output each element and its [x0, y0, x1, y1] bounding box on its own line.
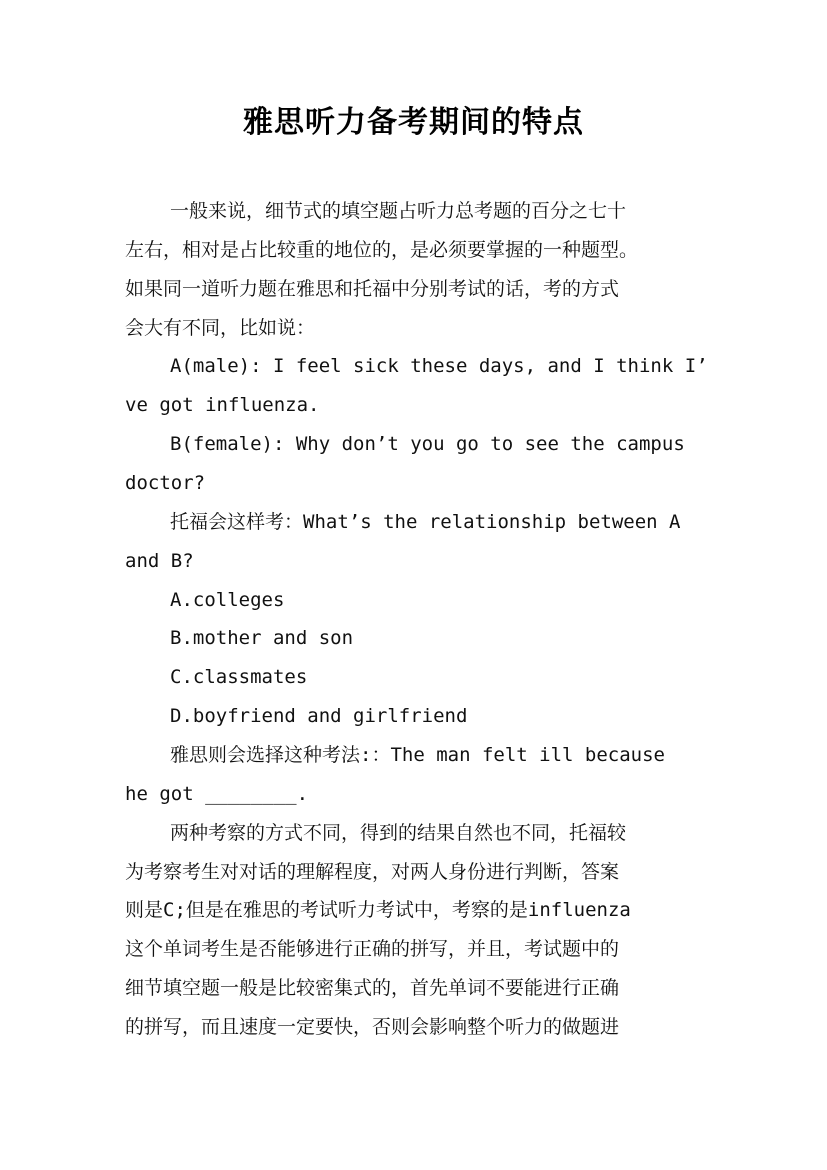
dialogue-line: A(male): I feel sick these days, and I think I’: [170, 355, 708, 377]
option-line: D.boyfriend and girlfriend: [170, 705, 468, 727]
paragraph-line: 左右，相对是占比较重的地位的，是必须要掌握的一种题型。: [125, 239, 639, 261]
question-line: 托福会这样考：What’s the relationship between A: [170, 511, 681, 533]
question-line: 雅思则会选择这种考法:：The man felt ill because: [170, 744, 665, 766]
page-title: 雅思听力备考期间的特点: [243, 105, 584, 140]
paragraph-line: 细节填空题一般是比较密集式的，首先单词不要能进行正确: [125, 977, 620, 999]
paragraph-line: 则是C;但是在雅思的考试听力考试中，考察的是influenza: [125, 899, 631, 921]
paragraph-line: 为考察考生对对话的理解程度，对两人身份进行判断，答案: [125, 861, 620, 883]
paragraph-line: 的拼写，而且速度一定要快，否则会影响整个听力的做题进: [125, 1016, 620, 1038]
option-line: A.colleges: [170, 589, 285, 611]
paragraph-line: 会大有不同，比如说：: [125, 317, 316, 339]
dialogue-line: B(female): Why don’t you go to see the campus: [170, 433, 685, 455]
question-line: and B?: [125, 550, 194, 572]
option-line: C.classmates: [170, 666, 308, 688]
paragraph-line: 如果同一道听力题在雅思和托福中分别考试的话，考的方式: [125, 278, 620, 300]
paragraph-line: 这个单词考生是否能够进行正确的拼写，并且，考试题中的: [125, 938, 620, 960]
dialogue-line: ve got influenza.: [125, 394, 320, 416]
paragraph-line: 两种考察的方式不同，得到的结果自然也不同，托福较: [170, 822, 627, 844]
option-line: B.mother and son: [170, 627, 354, 649]
paragraph-line: 一般来说，细节式的填空题占听力总考题的百分之七十: [170, 200, 627, 222]
question-line: he got ________.: [125, 783, 309, 805]
dialogue-line: doctor?: [125, 472, 206, 494]
